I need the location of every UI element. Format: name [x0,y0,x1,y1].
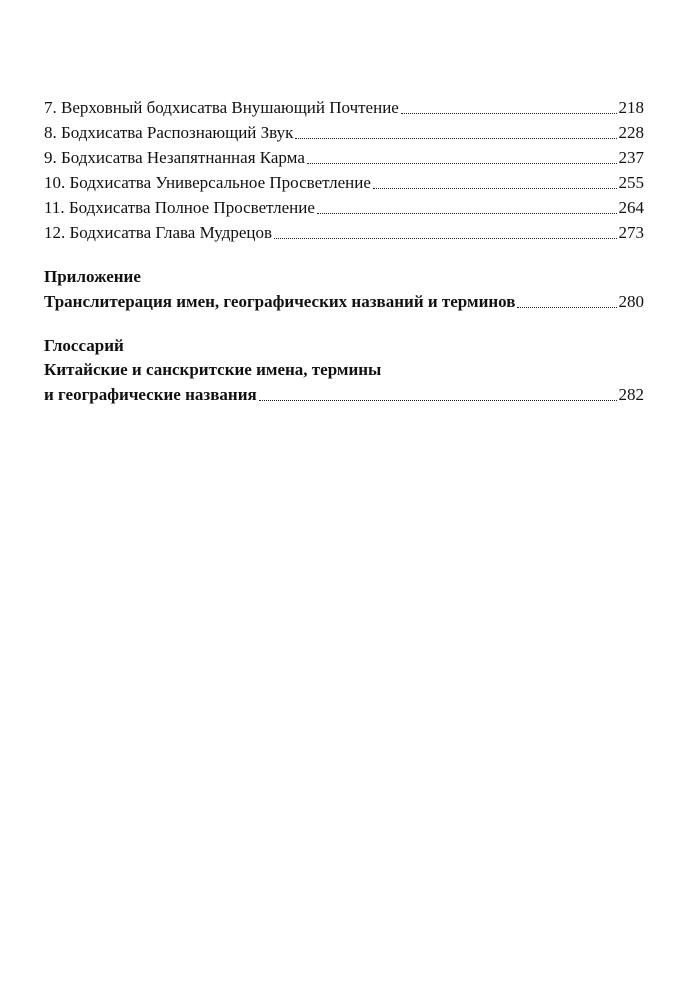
glossary-section [44,334,644,407]
toc-entry-page: 255 [618,173,644,192]
toc-entry-title: 8. Бодхисатва Распознающий Звук [44,123,294,142]
toc-entry-appendix[interactable] [44,289,644,314]
appendix-section [44,265,644,314]
dot-leader [259,400,617,401]
dot-leader [401,113,617,114]
toc-entry-page: 273 [618,223,644,242]
dot-leader [295,138,616,139]
toc-entry-chapter-8[interactable] [44,120,644,145]
toc-entry-title: 12. Бодхисатва Глава Мудрецов [44,223,273,242]
chapter-list [44,95,644,245]
toc-entry-page: 280 [618,292,644,311]
toc-entry-chapter-10[interactable] [44,170,644,195]
toc-entry-chapter-7[interactable] [44,95,644,120]
dot-leader [307,163,617,164]
appendix-heading: Приложение [44,267,141,286]
toc-entry-chapter-12[interactable] [44,220,644,245]
dot-leader [373,188,617,189]
toc-entry-title: 9. Бодхисатва Незапятнанная Карма [44,148,305,167]
table-of-contents [44,95,644,407]
glossary-entry-line-1: Китайские и санскритские имена, термины [44,360,382,379]
toc-entry-page: 264 [618,198,644,217]
toc-entry-title: 10. Бодхисатва Универсальное Просветление [44,173,371,192]
toc-entry-title: 7. Верховный бодхисатва Внушающий Почтение [44,98,399,117]
glossary-heading: Глоссарий [44,336,124,355]
dot-leader [517,307,616,308]
toc-entry-chapter-9[interactable] [44,145,644,170]
toc-entry-page: 282 [618,385,644,404]
toc-entry-title: и географические названия [44,385,257,404]
toc-entry-chapter-11[interactable] [44,195,644,220]
dot-leader [317,213,617,214]
toc-entry-title: Транслитерация имен, географических названий и терминов [44,292,516,311]
dot-leader [274,238,616,239]
toc-entry-glossary[interactable] [44,382,644,407]
toc-entry-title: 11. Бодхисатва Полное Просветление [44,198,315,217]
toc-entry-page: 218 [618,98,644,117]
toc-entry-page: 228 [618,123,644,142]
toc-entry-page: 237 [618,148,644,167]
